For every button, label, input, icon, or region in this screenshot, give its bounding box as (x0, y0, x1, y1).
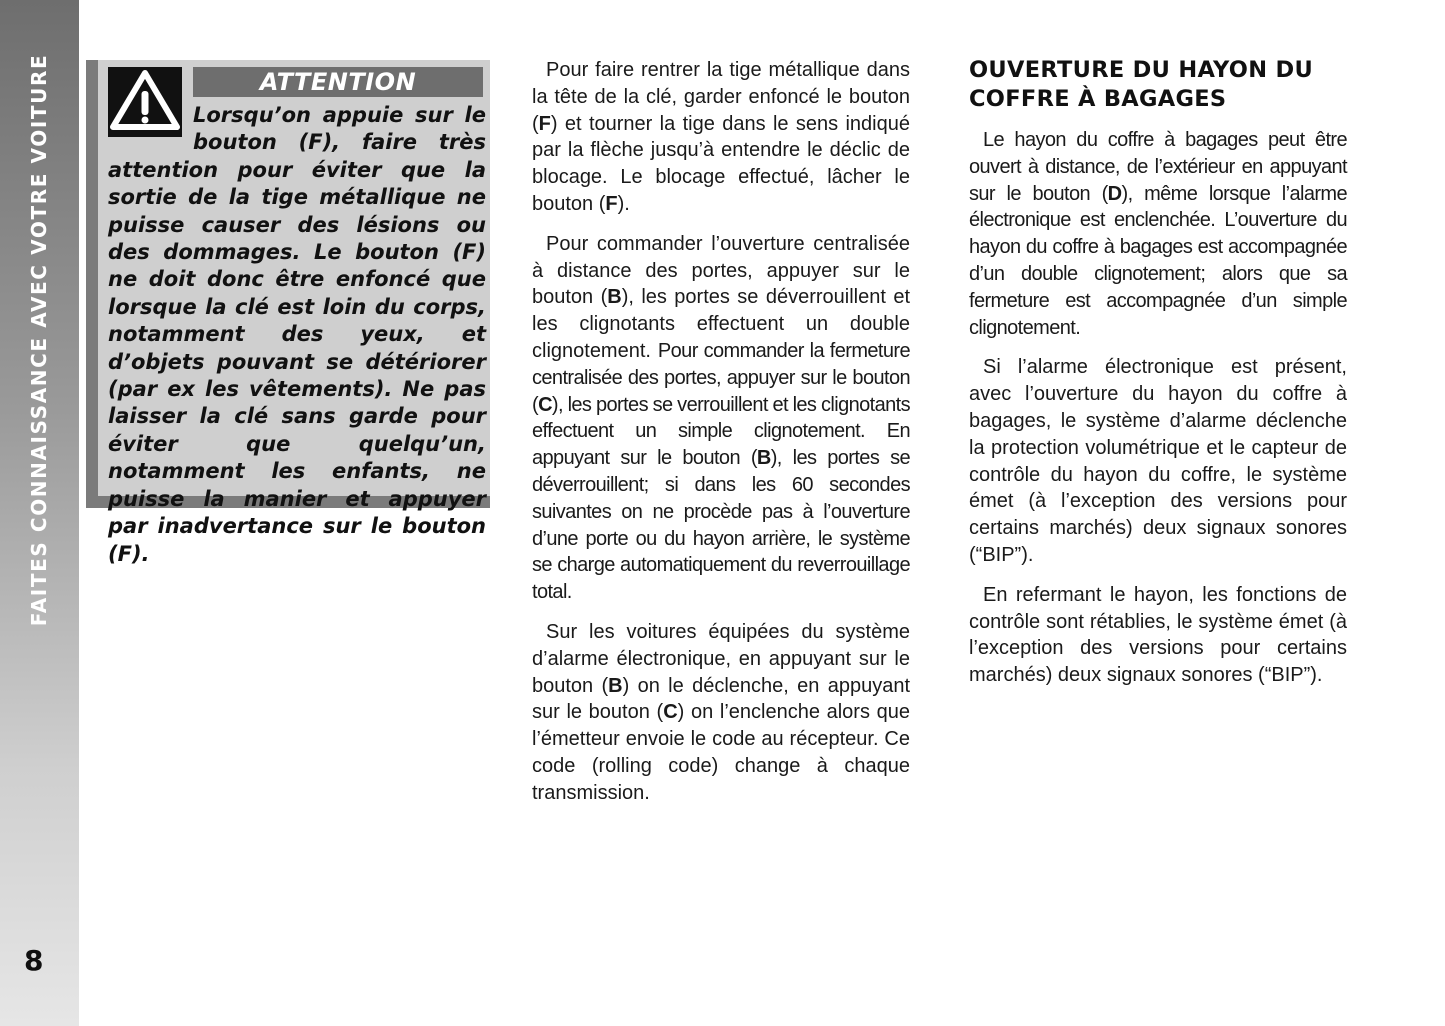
paragraph-closing-tailgate: En refermant le hayon, les fonctions de contrôle sont rétablies, le système émet (à l’exception des versions pour certains marchés) deux signaux sonores (“BIP”). (969, 583, 1347, 687)
right-column (969, 127, 1347, 702)
section-title: FAITES CONNAISSANCE AVEC VOTRE VOITURE (27, 53, 51, 627)
warning-text-container (108, 102, 486, 568)
paragraph-retract-blade: Pour faire rentrer la tige métallique dans la tête de la clé, garder enfoncé le bouton (F) et tourner la tige dans le sens indiqué par la flèche jusqu’à entendre le déclic de blocage. Le blocage effectué, lâcher le bouton (F). (532, 59, 910, 215)
warning-title: ATTENTION (193, 67, 483, 97)
warning-box (98, 60, 490, 566)
paragraph-tailgate-opening: Le hayon du coffre à bagages peut être ouvert à distance, de l’extérieur en appuyant sur le bouton (D), même lorsque l’alarme électronique est enclenchée. L’ouverture du hayon du coffre à bagages est accompagnée d’un double clignotement; alors que sa fermeture est accompagnée d’un simple clignotement. (969, 129, 1347, 339)
page-number: 8 (24, 944, 44, 977)
paragraph-central-locking: Pour commander l’ouverture centralisée à distance des portes, appuyer sur le bouton (B), les portes se déverrouillent et les clignotants effectuent un double clignotement. Pour commander la fermeture centralisée des portes, appuyer sur le bouton (C), les portes se verrouillent et les clignotants effectuent un simple clignotement. En appuyant sur le bouton (B), les portes se déverrouillent; si dans les 60 secondes suivantes on ne procède pas à l’ouverture d’une porte ou du hayon arrière, le système se charge automatiquement du reverrouillage total. (532, 232, 911, 604)
section-heading: OUVERTURE DU HAYON DU COFFRE À BAGAGES (969, 57, 1314, 112)
paragraph-alarm-tailgate: Si l’alarme électronique est présent, avec l’ouverture du hayon du coffre à bagages, le système d’alarme déclenche la protection volumétrique et le capteur de contrôle du hayon du coffre, le système émet (à l’exception des versions pour certains marchés) deux signaux sonores (“BIP”). (969, 356, 1347, 566)
middle-column (532, 57, 910, 820)
paragraph-electronic-alarm: Sur les voitures équipées du système d’alarme électronique, en appuyant sur le bouton (B) on le déclenche, en appuyant sur le bouton (C) on l’enclenche alors que l’émetteur envoie le code au récepteur. Ce code (rolling code) change à chaque transmission. (532, 620, 911, 804)
warning-text: Lorsqu’on appuie sur le bouton (F), faire très attention pour éviter que la sortie de la tige métallique ne puisse causer des lésions ou des dommages. Le bouton (F) ne doit donc être enfoncé que lorsque la clé est loin du corps, notamment des yeux, et d’objets pouvant se détériorer (par ex les vêtements). Ne pas laisser la clé sans garde pour éviter que quelqu’un, notamment les enfants, ne puisse la manier et appuyer par inadvertance sur le bouton (F). (108, 103, 486, 566)
